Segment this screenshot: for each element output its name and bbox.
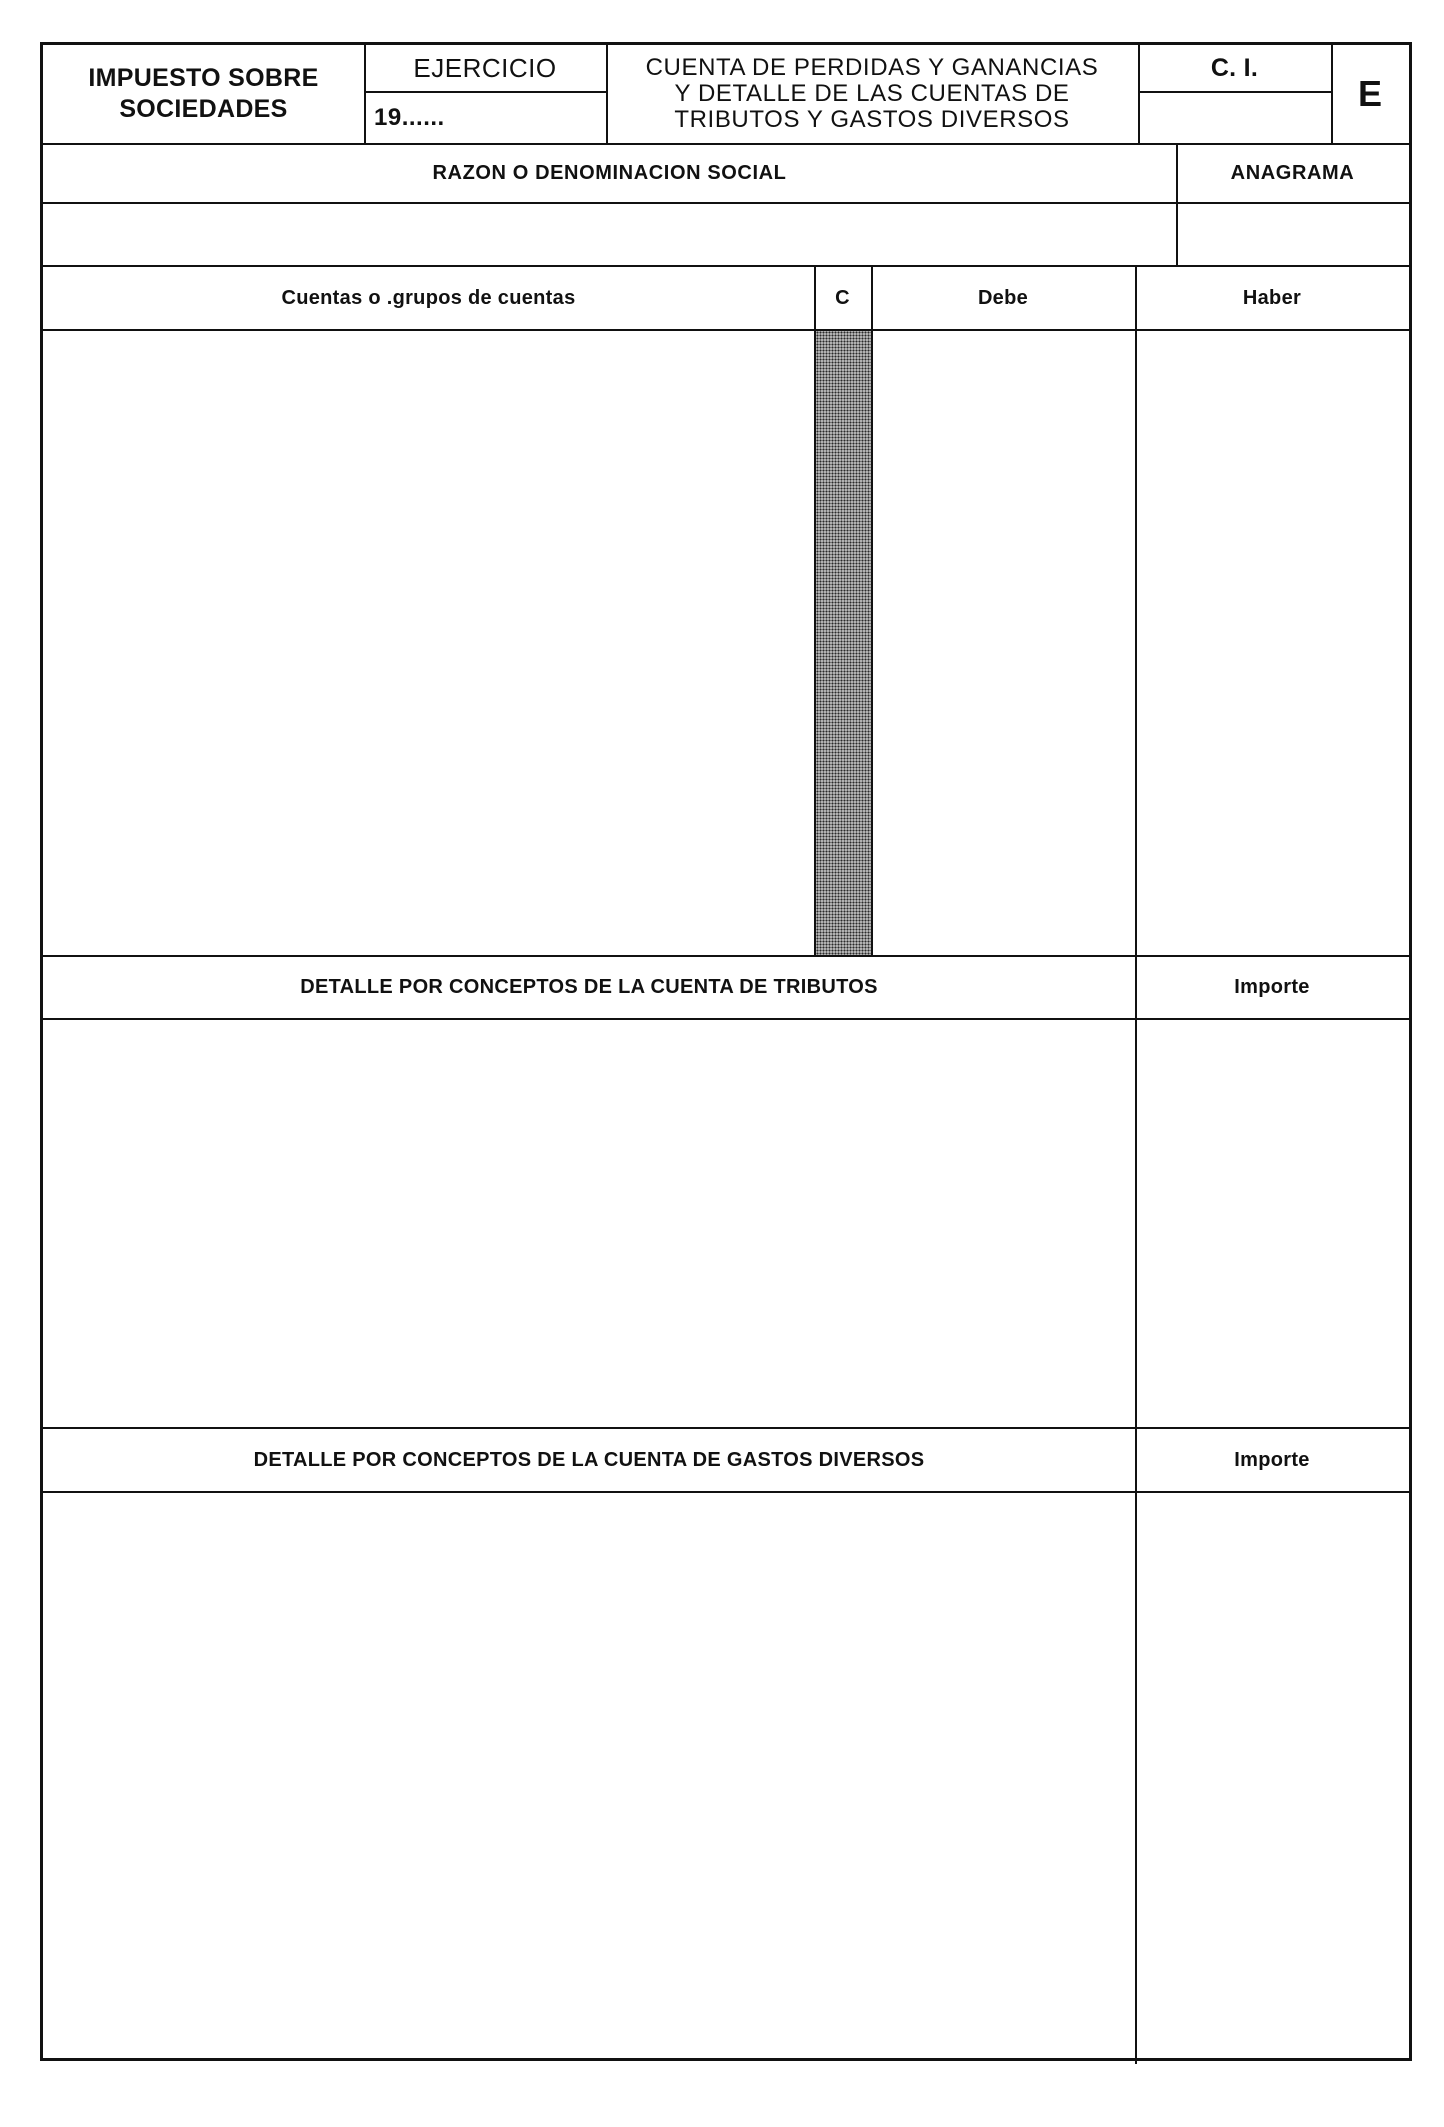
cuentas-input-area[interactable] bbox=[43, 331, 814, 955]
gastos-importe-header: Importe bbox=[1234, 1448, 1310, 1471]
ejercicio-field[interactable]: 19...... bbox=[374, 104, 445, 131]
form-letter: E bbox=[1357, 73, 1382, 114]
gastos-importe-area[interactable] bbox=[1137, 1493, 1409, 2058]
col-haber-header: Haber bbox=[1242, 286, 1302, 309]
tax-form bbox=[40, 42, 1412, 2061]
tax-title: IMPUESTO SOBRE SOCIEDADES bbox=[88, 64, 319, 123]
anagrama-field[interactable] bbox=[1178, 204, 1409, 265]
tributos-concepts-area[interactable] bbox=[43, 1020, 1135, 1427]
form-title: CUENTA DE PERDIDAS Y GANANCIAS Y DETALLE DE LAS CUENTAS DE TRIBUTOS Y GASTOS DIVERSOS bbox=[645, 54, 1099, 133]
anagrama-label: ANAGRAMA bbox=[1230, 162, 1355, 184]
haber-input-area[interactable] bbox=[1137, 331, 1409, 955]
debe-input-area[interactable] bbox=[873, 331, 1135, 955]
razon-social-field[interactable] bbox=[43, 204, 1176, 265]
tributos-importe-area[interactable] bbox=[1137, 1020, 1409, 1427]
ejercicio-label: EJERCICIO bbox=[413, 52, 557, 83]
col-c-header: C bbox=[835, 286, 850, 309]
tributos-importe-header: Importe bbox=[1234, 976, 1310, 998]
tributos-title: DETALLE POR CONCEPTOS DE LA CUENTA DE TRIBUTOS bbox=[300, 976, 878, 998]
col-cuentas-header: Cuentas o .grupos de cuentas bbox=[281, 286, 576, 309]
gastos-concepts-area[interactable] bbox=[43, 1493, 1135, 2058]
razon-social-label: RAZON O DENOMINACION SOCIAL bbox=[432, 162, 787, 184]
ci-field[interactable] bbox=[1140, 93, 1331, 143]
gastos-title: DETALLE POR CONCEPTOS DE LA CUENTA DE GASTOS DIVERSOS bbox=[253, 1448, 925, 1471]
ci-label: C. I. bbox=[1210, 53, 1259, 82]
c-column-shaded bbox=[816, 331, 871, 955]
col-debe-header: Debe bbox=[977, 286, 1029, 309]
